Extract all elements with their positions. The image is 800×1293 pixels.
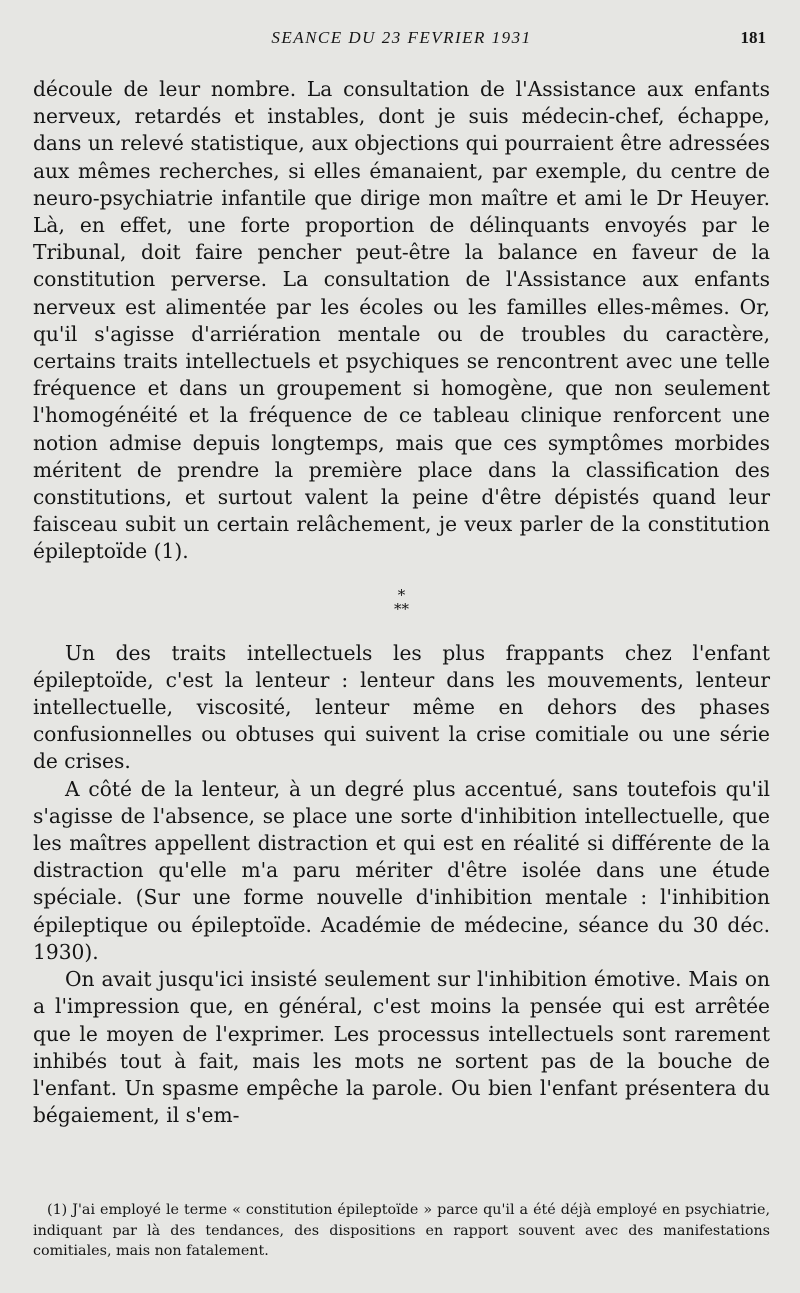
page-header	[33, 28, 770, 54]
paragraph-3: A côté de la lenteur, à un degré plus accentué, sans toutefois qu'il s'agisse de l'absence, se place une sorte d'inhibition intellectuelle, que les maîtres appellent distraction et qui est en réalité si différente de la distraction qu'elle m'a paru mériter d'être isolée dans une étude spéciale. (Sur une forme nouvelle d'inhibition mentale : l'inhibition épileptique ou épileptoïde. Académie de médecine, séance du 30 déc. 1930).	[33, 776, 770, 964]
running-title: SEANCE DU 23 FEVRIER 1931	[271, 28, 532, 47]
footnote: (1) J'ai employé le terme « constitution épileptoïde » parce qu'il a été déjà employé en psychiatrie, indiquant par là des tendances, des dispositions en rapport souvent avec des manifestations comitiales, mais non fatalement.	[33, 1202, 770, 1259]
page-number: 181	[740, 28, 766, 47]
paragraph-4: On avait jusqu'ici insisté seulement sur l'inhibition émotive. Mais on a l'impression que, en général, c'est moins la pensée qui est arrêtée que le moyen de l'exprimer. Les processus intellectuels sont rarement inhibés tout à fait, mais les mots ne sortent pas de la bouche de l'enfant. Un spasme empêche la parole. Ou bien l'enfant présentera du bégaiement, il s'em-	[33, 967, 770, 1128]
body-text	[33, 76, 770, 1129]
paragraph-1: découle de leur nombre. La consultation de l'Assistance aux enfants nerveux, retardés et instables, dont je suis médecin-chef, échappe, dans un relevé statistique, aux objections qui pourraient être adressées aux mêmes recherches, si elles émanaient, par exemple, du centre de neuro-psychiatrie infantile que dirige mon maître et ami le Dr Heuyer. Là, en effet, une forte proportion de délinquants envoyés par le Tribunal, doit faire pencher peut-être la balance en faveur de la constitution perverse. La consultation de l'Assistance aux enfants nerveux est alimentée par les écoles ou les familles elles-mêmes. Or, qu'il s'agisse d'arriération mentale ou de troubles du caractère, certains traits intellectuels et psychiques se rencontrent avec une telle fréquence et dans un groupement si homogène, que non seulement l'homogénéité et la fréquence de ce tableau clinique renforcent une notion admise depuis longtemps, mais que ces symptômes morbides méritent de prendre la première place dans la classification des constitutions, et surtout valent la peine d'être dépistés quand leur faisceau subit un certain relâchement, je veux parler de la constitution épileptoïde (1).	[33, 77, 770, 564]
asterism-top: *	[397, 585, 406, 604]
paragraph-2: Un des traits intellectuels les plus frappants chez l'enfant épileptoïde, c'est la lenteur : lenteur dans les mouvements, lenteur intellectuelle, viscosité, lenteur même en dehors des phases confusionnelles ou obtuses qui suivent la crise comitiale ou une série de crises.	[33, 640, 770, 774]
asterism-bottom: **	[394, 599, 409, 618]
section-separator-asterism	[33, 585, 770, 618]
